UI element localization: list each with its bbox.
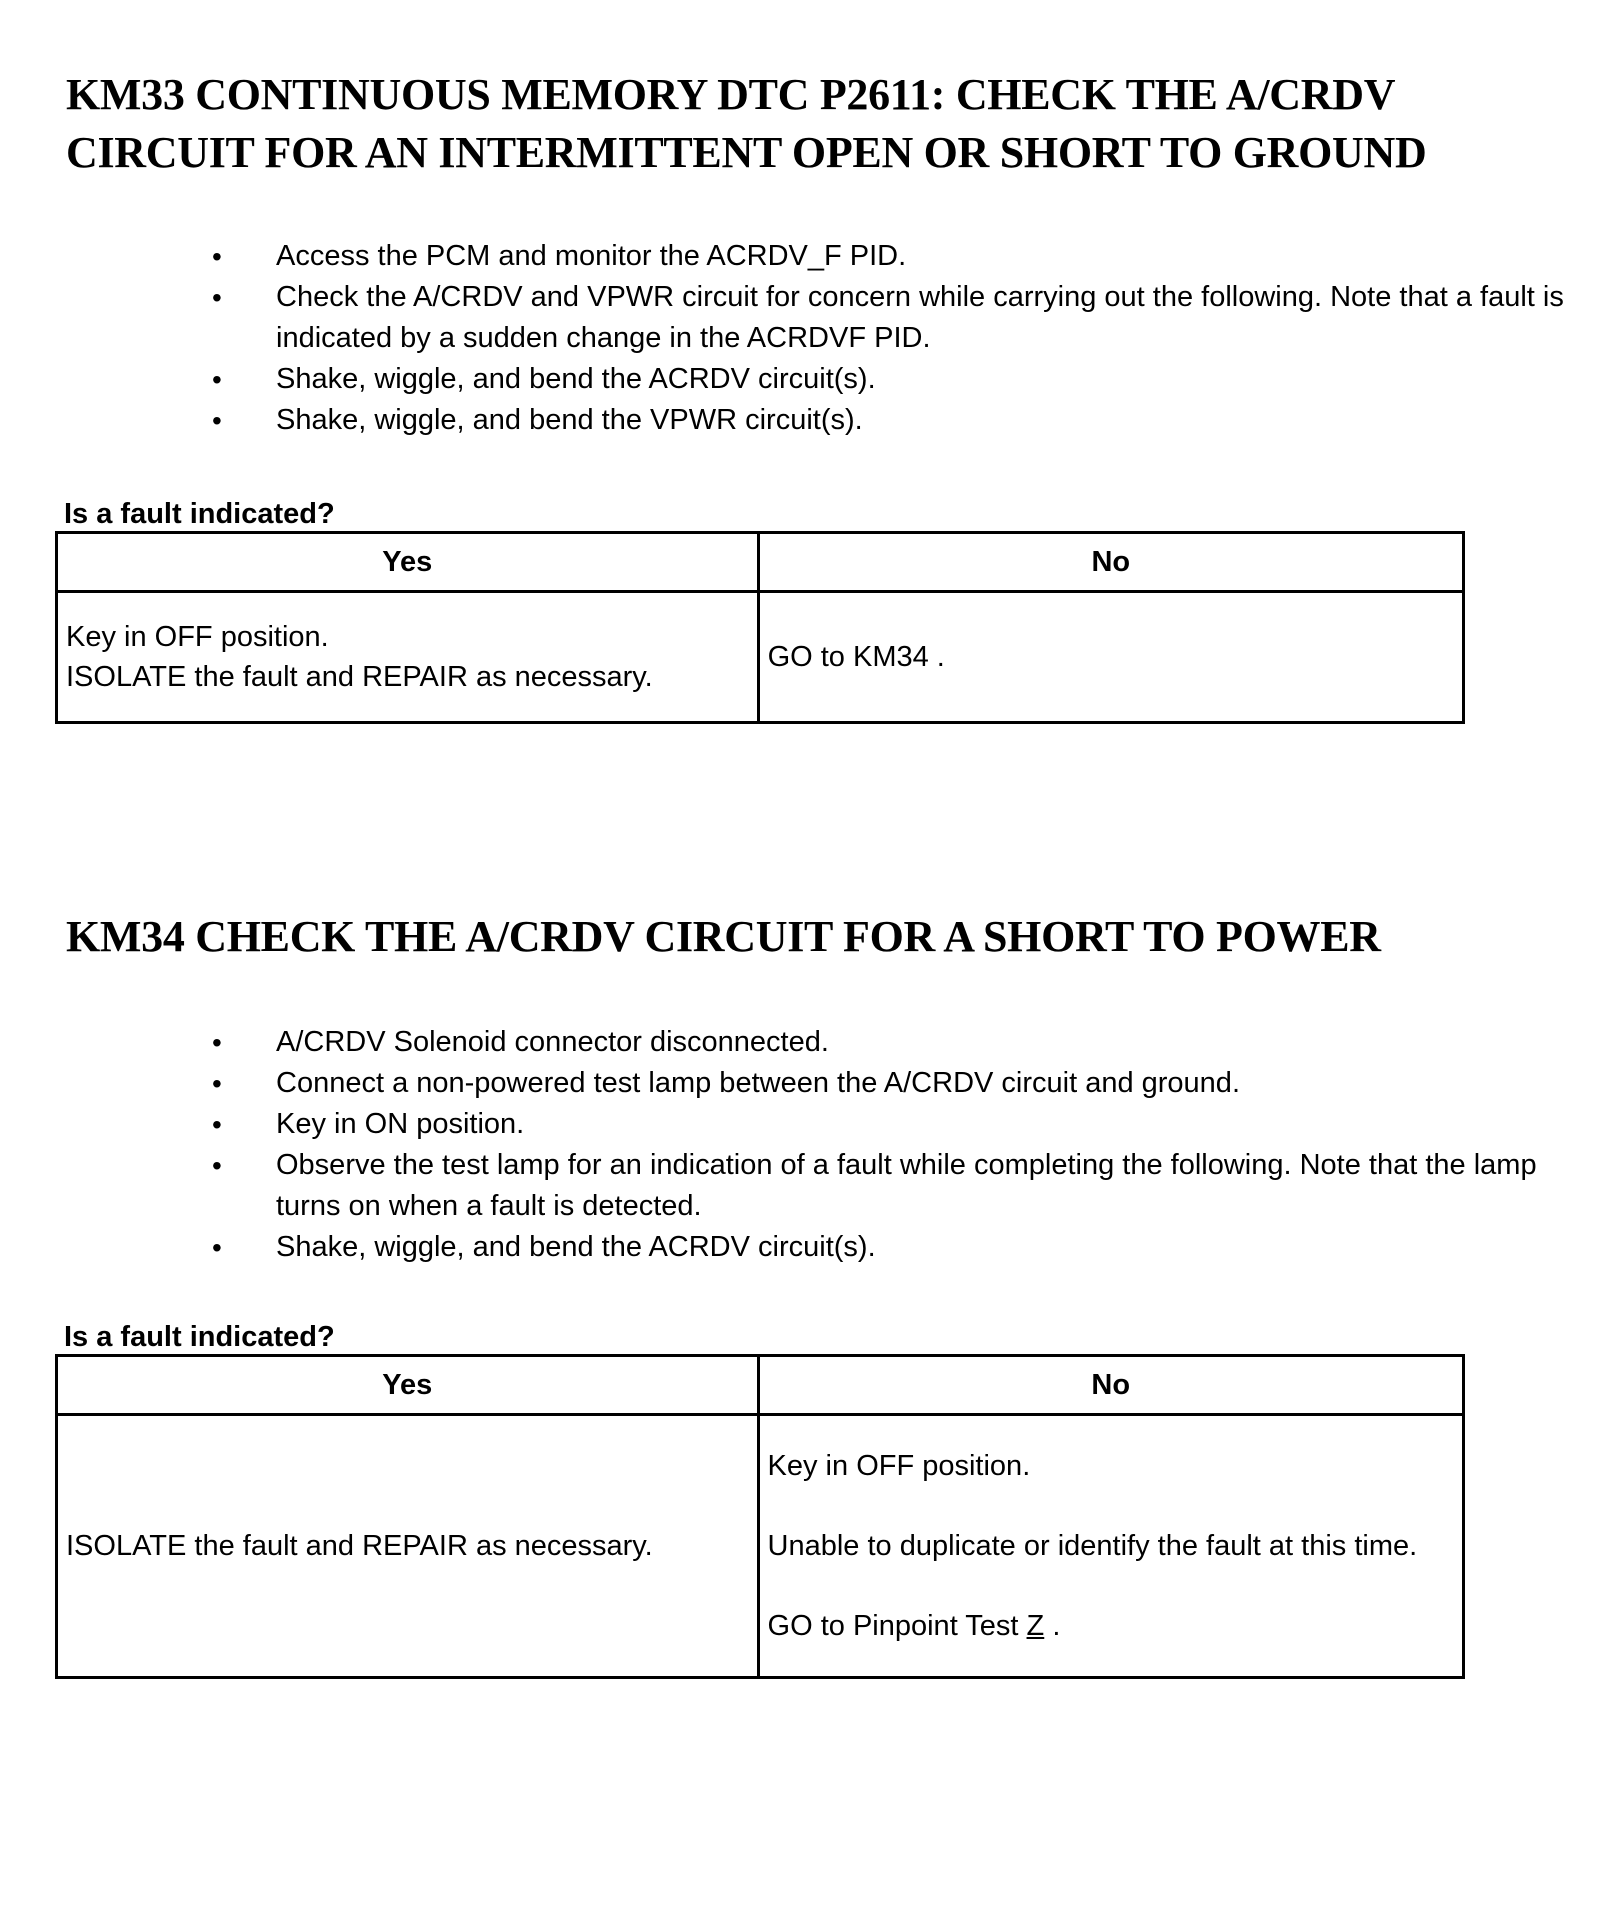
no-cell	[758, 1415, 1463, 1678]
km34-step: • Key in ON position.	[276, 1104, 1576, 1145]
section-km33	[0, 66, 1600, 724]
km34-step-list	[0, 1022, 1576, 1268]
yes-cell: ISOLATE the fault and REPAIR as necessary.	[57, 1415, 759, 1678]
goto-km34-link[interactable]: GO to KM34 .	[767, 641, 945, 673]
no-para	[768, 1606, 1454, 1646]
km34-step: • A/CRDV Solenoid connector disconnected.	[276, 1022, 1576, 1063]
km33-step: • Shake, wiggle, and bend the VPWR circuit(s).	[276, 400, 1576, 441]
no-para: Key in OFF position.	[767, 1450, 1031, 1482]
goto-suffix: .	[1052, 1610, 1061, 1642]
table-row	[57, 1415, 1464, 1678]
pinpoint-test-z-link[interactable]: Z	[1026, 1610, 1045, 1642]
yes-line: ISOLATE the fault and REPAIR as necessary.	[66, 661, 653, 693]
yes-header: Yes	[57, 533, 759, 592]
no-header: No	[758, 1356, 1463, 1415]
km34-title: KM34 CHECK THE A/CRDV CIRCUIT FOR A SHORT TO POWER	[66, 912, 1381, 961]
km34-answer-table	[55, 1354, 1465, 1679]
no-para: Unable to duplicate or identify the fault at this time.	[767, 1530, 1418, 1562]
yes-header: Yes	[57, 1356, 759, 1415]
km33-question: Is a fault indicated?	[64, 498, 335, 530]
no-header: No	[758, 533, 1463, 592]
km34-step: • Observe the test lamp for an indication of a fault while completing the following. Note that the lamp turns on when a fault is detected.	[276, 1145, 1576, 1227]
km34-step: • Connect a non-powered test lamp between the A/CRDV circuit and ground.	[276, 1063, 1576, 1104]
km33-title: KM33 CONTINUOUS MEMORY DTC P2611: CHECK THE A/CRDV CIRCUIT FOR AN INTERMITTENT OPEN OR SHORT TO GROUND	[66, 70, 1427, 177]
km33-step: • Access the PCM and monitor the ACRDV_F PID.	[276, 236, 1576, 277]
yes-cell	[57, 592, 759, 723]
no-cell	[758, 592, 1463, 723]
km33-step-list	[0, 236, 1576, 441]
yes-line: Key in OFF position.	[66, 621, 329, 653]
km34-step: • Shake, wiggle, and bend the ACRDV circuit(s).	[276, 1227, 1576, 1268]
km33-answer-table	[55, 531, 1465, 724]
km34-question: Is a fault indicated?	[64, 1321, 335, 1353]
table-row	[57, 592, 1464, 723]
table-header-row	[57, 533, 1464, 592]
km33-step: • Shake, wiggle, and bend the ACRDV circuit(s).	[276, 359, 1576, 400]
table-header-row	[57, 1356, 1464, 1415]
km33-step: • Check the A/CRDV and VPWR circuit for concern while carrying out the following. Note that a fault is indicated by a sudden change in the ACRDVF PID.	[276, 277, 1576, 359]
goto-text: GO to Pinpoint Test	[767, 1610, 1019, 1642]
section-km34	[0, 908, 1600, 1679]
